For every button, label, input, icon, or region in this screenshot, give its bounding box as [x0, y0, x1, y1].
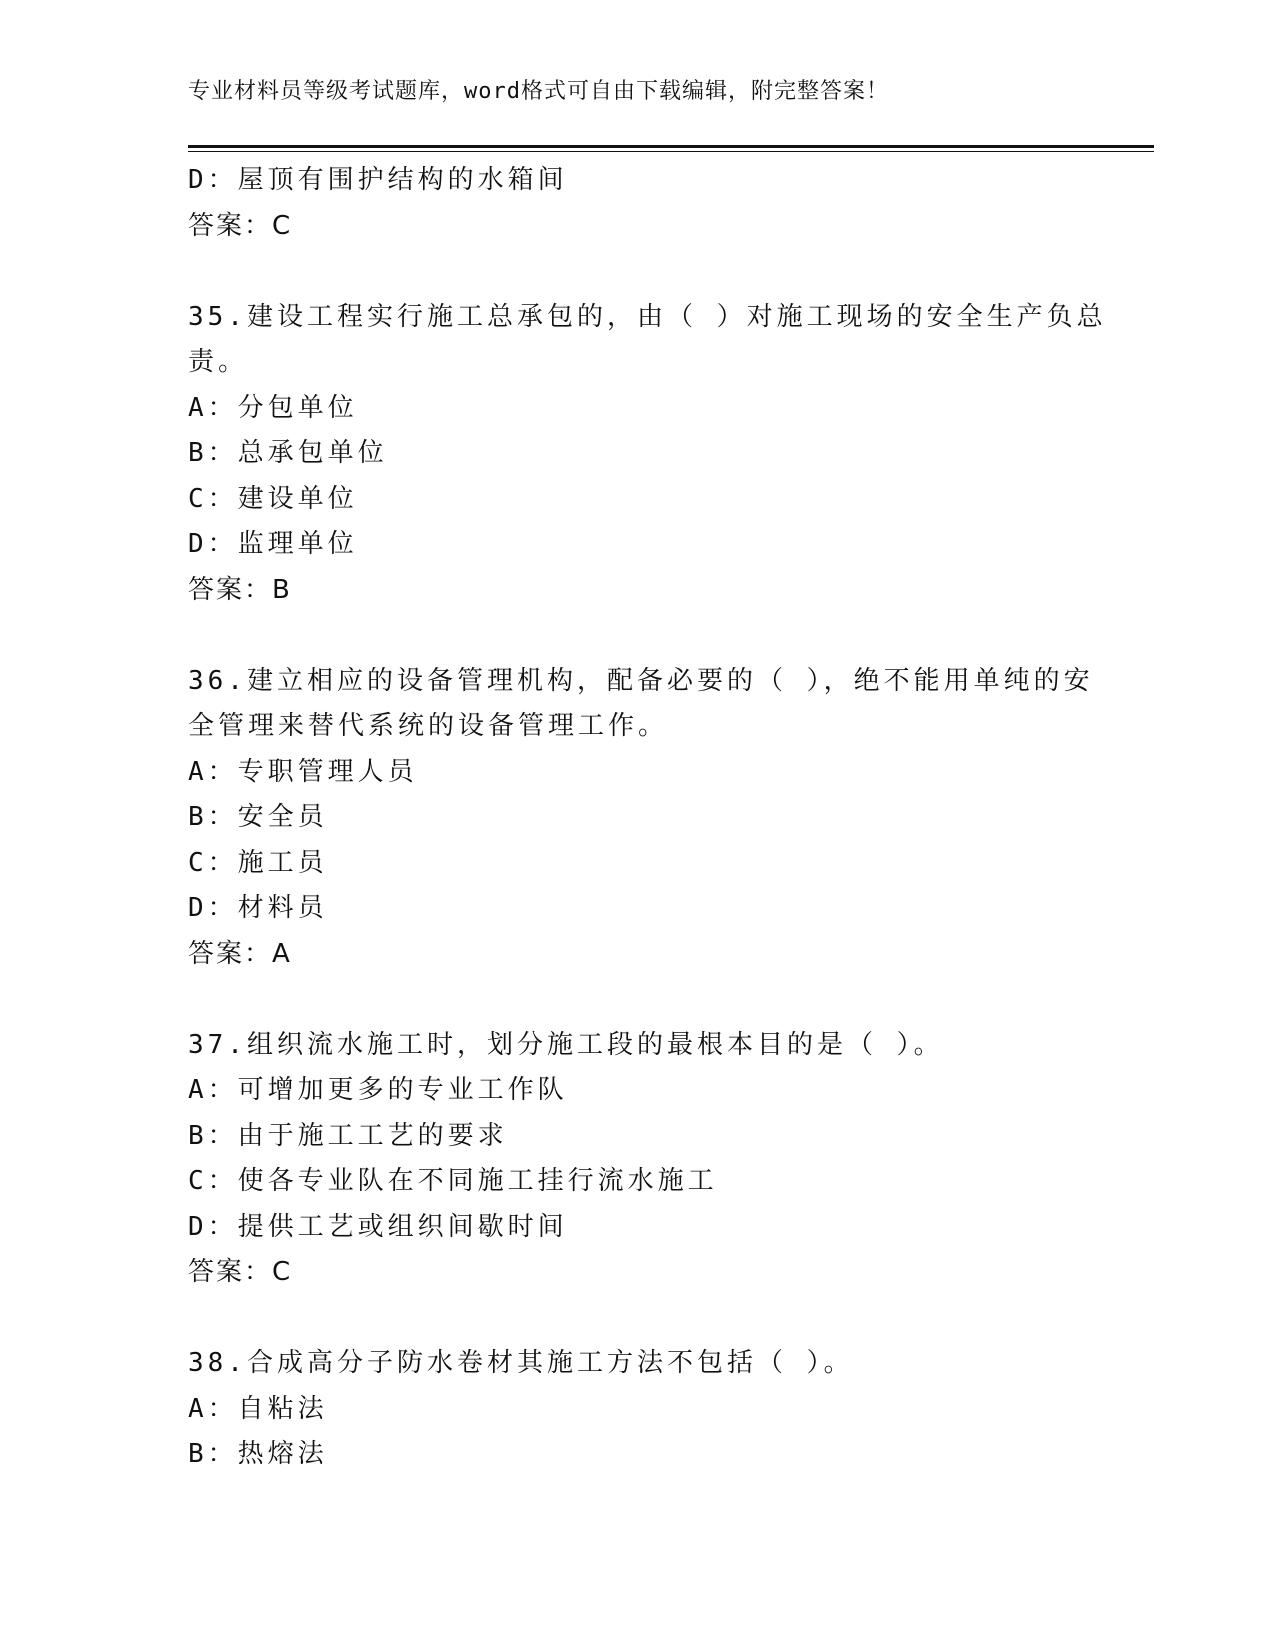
- answer-line: 答案：C: [188, 1257, 293, 1287]
- page-header: 专业材料员等级考试题库，word格式可自由下载编辑，附完整答案！: [188, 79, 889, 104]
- option-a: A：专职管理人员: [188, 756, 418, 787]
- option-c: C：建设单位: [188, 483, 358, 514]
- question-35: [188, 295, 1107, 614]
- spacer: [188, 613, 1088, 659]
- question-text: 36.建立相应的设备管理机构，配备必要的（ ），绝不能用单纯的安: [188, 665, 1094, 696]
- option-a: A：可增加更多的专业工作队: [188, 1075, 568, 1105]
- question-36: [188, 659, 1094, 978]
- spacer: [188, 249, 1088, 295]
- answer-line: 答案：C: [188, 210, 293, 241]
- answer-line: 答案：B: [188, 574, 292, 605]
- option-c: C：使各专业队在不同施工挂行流水施工: [188, 1166, 718, 1196]
- option-d: D：材料员: [188, 893, 328, 923]
- option-a: A：分包单位: [188, 392, 358, 423]
- question-text: 35.建设工程实行施工总承包的，由（ ）对施工现场的安全生产负总: [188, 301, 1107, 332]
- question-list: [188, 158, 1107, 1478]
- answer-line: 答案：A: [188, 938, 292, 969]
- question-text: 38.合成高分子防水卷材其施工方法不包括（ ）。: [188, 1348, 854, 1378]
- option-d: D：屋顶有围护结构的水箱间: [188, 165, 568, 195]
- option-d: D：提供工艺或组织间歇时间: [188, 1211, 568, 1242]
- question-text: 责。: [188, 347, 249, 377]
- spacer: [188, 1296, 1088, 1342]
- option-a: A：自粘法: [188, 1393, 328, 1424]
- option-d: D：监理单位: [188, 529, 358, 559]
- option-b: B：热熔法: [188, 1439, 328, 1469]
- option-c: C：施工员: [188, 847, 328, 878]
- header-rule-thin: [188, 151, 1154, 152]
- question-text: 全管理来替代系统的设备管理工作。: [188, 711, 669, 741]
- question-37: [188, 1023, 1088, 1296]
- header-rule-thick: [188, 145, 1154, 148]
- option-b: B：总承包单位: [188, 438, 388, 468]
- spacer: [188, 977, 1088, 1023]
- option-b: B：由于施工工艺的要求: [188, 1120, 508, 1151]
- question-38: [188, 1341, 1088, 1478]
- question-text: 37.组织流水施工时，划分施工段的最根本目的是（ ）。: [188, 1029, 944, 1060]
- option-b: B：安全员: [188, 802, 328, 832]
